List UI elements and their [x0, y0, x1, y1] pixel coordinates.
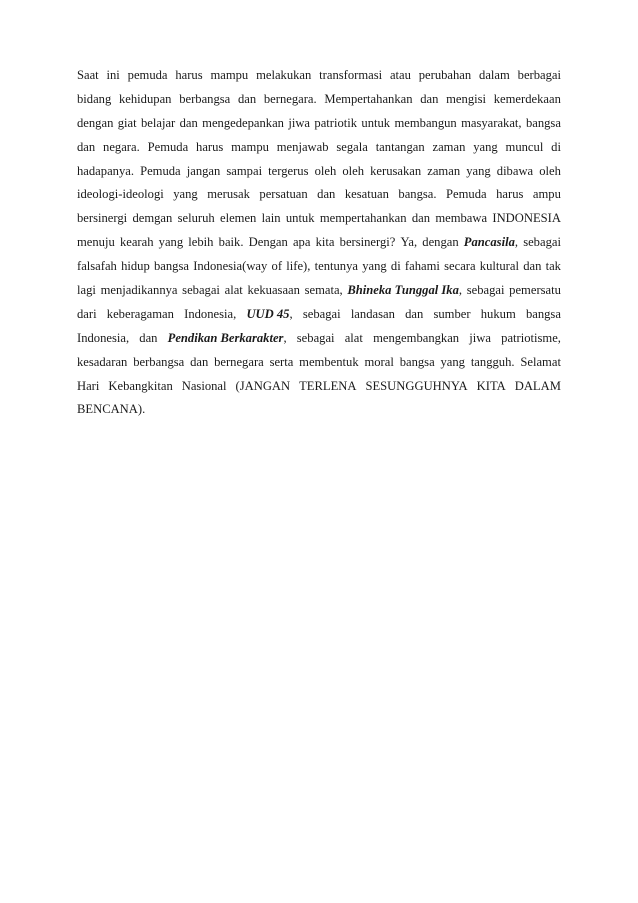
paragraph-word: merusak	[207, 187, 250, 202]
paragraph-word: Pemuda	[446, 187, 487, 202]
paragraph-word: yang	[473, 139, 498, 154]
paragraph-word: Kebangkitan	[108, 378, 173, 393]
paragraph-word: belajar	[140, 115, 176, 130]
paragraph-word: atau	[389, 68, 411, 82]
paragraph-word: di	[551, 139, 561, 154]
paragraph-word: Saat	[77, 68, 99, 82]
paragraph-word: lebih	[188, 235, 214, 250]
paragraph-word: dan	[420, 91, 439, 106]
paragraph-word: sumber	[433, 306, 471, 321]
paragraph-word: berbangsa	[133, 354, 185, 369]
emphasized-term: Pancasila	[463, 235, 515, 250]
paragraph-word: of	[271, 259, 283, 274]
paragraph-line	[77, 207, 561, 231]
paragraph-word: dan	[190, 354, 209, 369]
paragraph-word: life),	[286, 259, 311, 274]
paragraph-word: kultural	[479, 259, 519, 274]
paragraph-word: untuk	[361, 115, 391, 130]
paragraph-line	[77, 398, 561, 422]
paragraph-word: membentuk	[299, 354, 359, 369]
paragraph-word: (JANGAN	[235, 378, 291, 393]
paragraph-word: persatuan	[259, 187, 308, 202]
paragraph-word: kemerdekaan	[493, 91, 561, 106]
paragraph-line	[77, 183, 561, 207]
paragraph-line	[77, 64, 561, 88]
paragraph-word: BENCANA).	[77, 402, 146, 417]
paragraph-word: dengan	[422, 235, 459, 250]
paragraph-line	[77, 136, 561, 160]
paragraph-word: tangguh.	[470, 354, 515, 369]
paragraph-line	[77, 327, 561, 351]
paragraph-word: kesadaran	[77, 354, 128, 369]
paragraph-word: mengembangkan	[373, 330, 460, 345]
paragraph-word: mampu	[210, 68, 249, 82]
paragraph-line	[77, 88, 561, 112]
paragraph-word: oleh	[539, 163, 561, 178]
paragraph-word: Ya,	[400, 235, 418, 250]
paragraph-word: zaman	[432, 139, 466, 154]
paragraph-word: muncul	[505, 139, 544, 154]
paragraph-word: pemuda	[127, 68, 168, 82]
paragraph-word: sebagai	[466, 283, 505, 298]
paragraph-word: patriotik	[314, 115, 358, 130]
paragraph-word: keberagaman	[106, 306, 174, 321]
paragraph-word: Pemuda	[140, 163, 181, 178]
paragraph-word: dan	[411, 211, 431, 226]
paragraph-word: elemen	[219, 211, 257, 226]
paragraph-word: berbangsa	[179, 91, 231, 106]
paragraph-word: ideologi-ideologi	[77, 187, 164, 202]
paragraph-word: yang	[440, 354, 465, 369]
paragraph-word: hidup	[121, 259, 150, 274]
paragraph-line	[77, 279, 561, 303]
paragraph-line	[77, 160, 561, 184]
paragraph-line	[77, 351, 561, 375]
paragraph-word: Pemuda	[147, 139, 189, 154]
paragraph-word: alat	[344, 330, 363, 345]
paragraph-word: bangsa	[399, 354, 435, 369]
emphasized-term: Bhineka Tunggal Ika	[347, 283, 459, 298]
paragraph-word: di	[390, 259, 401, 274]
paragraph-word: harus	[496, 187, 524, 202]
paragraph-word: segala	[336, 139, 368, 154]
paragraph-word: zaman	[427, 163, 461, 178]
paragraph-word: oleh	[342, 163, 365, 178]
paragraph-word: dari	[77, 306, 97, 321]
paragraph-word: INDONESIA	[492, 211, 561, 226]
paragraph-word: bangsa	[153, 259, 189, 274]
paragraph-word: lain	[261, 211, 281, 226]
paragraph-word: Hari	[77, 378, 100, 393]
paragraph-word: falsafah	[77, 259, 117, 274]
paragraph-word: membawa	[435, 211, 488, 226]
paragraph-word: bersinergi?	[339, 235, 396, 250]
paragraph-word: moral	[364, 354, 394, 369]
paragraph-word: tantangan	[375, 139, 425, 154]
paragraph-word: sebagai	[302, 306, 341, 321]
paragraph-word: Pancasila,	[464, 231, 518, 255]
paragraph-word: membangun	[394, 115, 457, 130]
paragraph-word: kita	[315, 235, 335, 250]
paragraph-word: kesatuan	[344, 187, 389, 202]
paragraph-word: bangsa	[525, 115, 561, 130]
paragraph-line	[77, 375, 561, 399]
paragraph-word: dan	[237, 91, 257, 106]
paragraph-word: sampai	[226, 163, 263, 178]
paragraph-word: menuju	[77, 235, 115, 250]
paragraph-word: Pendikan Berkarakter,	[168, 327, 287, 351]
paragraph-word: bangsa.	[398, 187, 437, 202]
paragraph-word: dalam	[479, 68, 510, 82]
paragraph-word: Bhineka Tunggal Ika,	[347, 279, 462, 303]
paragraph-word: semata,	[304, 283, 343, 298]
paragraph-word: mampu	[231, 139, 269, 154]
paragraph-word: yang	[362, 259, 387, 274]
paragraph-word: kearah	[119, 235, 154, 250]
paragraph-word: tak	[545, 259, 561, 274]
paragraph-word: fahami	[404, 259, 440, 274]
paragraph-word: serta	[269, 354, 294, 369]
paragraph-word: giat	[117, 115, 137, 130]
paragraph-word: hukum	[480, 306, 516, 321]
paragraph-word: KITA	[476, 378, 506, 393]
paragraph-word: yang	[173, 187, 198, 202]
paragraph-word: secara	[444, 259, 476, 274]
emphasized-term: UUD 45	[246, 306, 290, 321]
paragraph-line	[77, 112, 561, 136]
paragraph-word: sebagai	[523, 235, 561, 250]
paragraph-word: pemersatu	[509, 283, 561, 298]
paragraph-word: dan	[139, 330, 158, 345]
emphasized-term: Pendikan Berkarakter	[167, 330, 284, 345]
paragraph-word: UUD 45,	[246, 303, 292, 327]
paragraph-word: oleh	[314, 163, 337, 178]
paragraph-word: mengisi	[446, 91, 487, 106]
paragraph-word: mempertahankan	[319, 211, 407, 226]
paragraph-line	[77, 231, 561, 255]
paragraph-word: dibawa	[496, 163, 534, 178]
paragraph-line	[77, 303, 561, 327]
paragraph-word: menjadikannya	[100, 283, 178, 298]
paragraph-word: ini	[106, 68, 120, 82]
paragraph-word: melakukan	[256, 68, 312, 82]
paragraph-word: Indonesia,	[184, 306, 237, 321]
paragraph-word: DALAM	[514, 378, 561, 393]
paragraph-word: bidang	[77, 91, 112, 106]
paragraph-word: bernegara.	[263, 91, 317, 106]
paragraph-word: yang	[466, 163, 491, 178]
body-paragraph	[77, 64, 561, 422]
paragraph-word: Indonesia,	[77, 330, 130, 345]
paragraph-word: seluruh	[177, 211, 215, 226]
paragraph-word: negara.	[103, 139, 140, 154]
paragraph-word: jiwa	[288, 115, 311, 130]
paragraph-word: Mempertahankan	[324, 91, 413, 106]
paragraph-word: berbagai	[517, 68, 561, 82]
paragraph-word: SESUNGGUHNYA	[365, 378, 468, 393]
paragraph-word: baik.	[218, 235, 244, 250]
paragraph-word: kehidupan	[119, 91, 172, 106]
paragraph-word: dan	[179, 115, 198, 130]
paragraph-word: kerusakan	[370, 163, 422, 178]
paragraph-word: untuk	[285, 211, 315, 226]
paragraph-word: dan	[317, 187, 336, 202]
paragraph-word: jiwa	[469, 330, 491, 345]
paragraph-word: menjawab	[276, 139, 329, 154]
paragraph-word: tergerus	[268, 163, 309, 178]
paragraph-word: transformasi	[319, 68, 383, 82]
paragraph-word: harus	[175, 68, 203, 82]
paragraph-word: TERLENA	[299, 378, 357, 393]
paragraph-word: dengan	[77, 115, 114, 130]
paragraph-word: tentunya	[314, 259, 358, 274]
paragraph-word: demgan	[132, 211, 173, 226]
paragraph-word: bernegara	[214, 354, 264, 369]
paragraph-word: lagi	[77, 283, 96, 298]
paragraph-word: sebagai	[296, 330, 335, 345]
paragraph-word: bangsa	[525, 306, 561, 321]
paragraph-word: jangan	[186, 163, 221, 178]
paragraph-word: perubahan	[418, 68, 472, 82]
paragraph-word: kekuasaan	[247, 283, 300, 298]
paragraph-word: mengedepankan	[202, 115, 284, 130]
paragraph-word: Nasional	[181, 378, 227, 393]
paragraph-word: hadapanya.	[77, 163, 134, 178]
paragraph-word: ampu	[532, 187, 561, 202]
paragraph-word: landasan	[350, 306, 395, 321]
paragraph-word: yang	[158, 235, 184, 250]
paragraph-line	[77, 255, 561, 279]
paragraph-word: harus	[196, 139, 224, 154]
paragraph-word: bersinergi	[77, 211, 128, 226]
paragraph-word: alat	[224, 283, 243, 298]
paragraph-word: masyarakat,	[461, 115, 522, 130]
paragraph-word: dan	[77, 139, 96, 154]
paragraph-word: apa	[292, 235, 311, 250]
paragraph-word: dan	[405, 306, 424, 321]
paragraph-word: patriotisme,	[501, 330, 561, 345]
paragraph-word: Selamat	[520, 354, 561, 369]
paragraph-word: Dengan	[248, 235, 288, 250]
paragraph-word: sebagai	[182, 283, 220, 298]
paragraph-word: Indonesia(way	[193, 259, 268, 274]
paragraph-word: dan	[523, 259, 542, 274]
